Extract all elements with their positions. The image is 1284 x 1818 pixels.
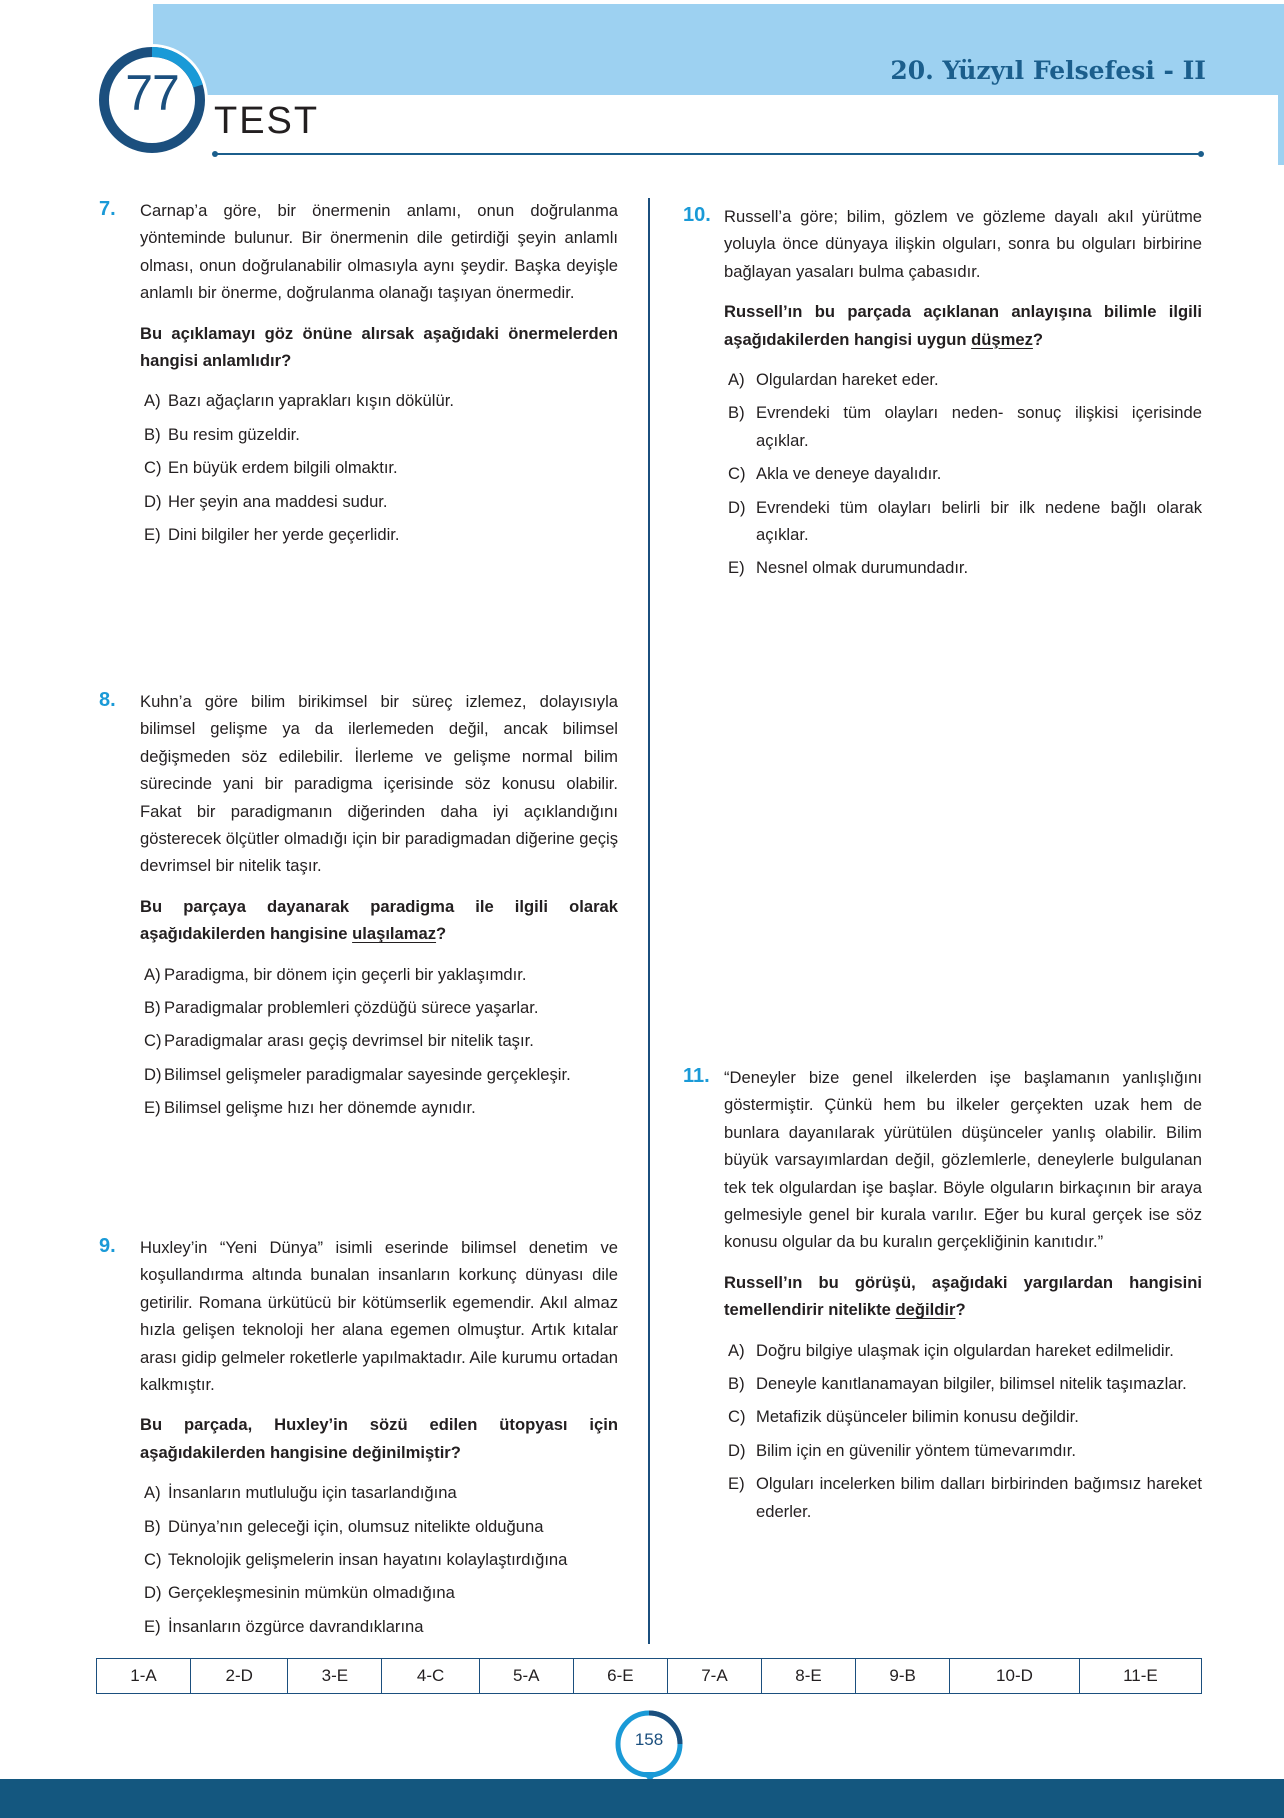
answer-key-row <box>97 1659 1202 1694</box>
option-e[interactable]: E) İnsanların özgürce davrandıklarına <box>144 1616 424 1636</box>
question-text: Huxley’in “Yeni Dünya” isimli eserinde bilimsel denetim ve koşullandırma altında bunalan insanların korkunç dünyası dile getirilir. Romana ürkütücü bir kötümserlik egemendir. Akıl almaz hızla gelişen teknoloji her alana egemen olmuştur. Artık kıtalar arası gidip gelmeler roketlerle yapılmaktadır. Aile kurumu ortadan kalkmıştır. <box>140 1238 618 1395</box>
option-e[interactable]: E) Nesnel olmak durumundadır. <box>728 558 969 578</box>
answer-key-cell: 4-C <box>382 1659 479 1694</box>
option-d[interactable]: D) Gerçekleşmesinin mümkün olmadığına <box>144 1583 455 1603</box>
option-d[interactable]: D) Her şeyin ana maddesi sudur. <box>144 491 388 511</box>
question-10 <box>724 203 1202 588</box>
test-number-badge <box>96 44 208 156</box>
option-a[interactable]: A) Olgulardan hareket eder. <box>728 370 939 390</box>
question-stem: Russell’ın bu parçada açıklanan anlayışına bilimle ilgili aşağıdakilerden hangisi uygun düşmez? <box>724 302 1202 349</box>
question-stem: Russell’ın bu görüşü, aşağıdaki yargılardan hangisini temellendirir nitelikte değildir? <box>724 1272 1202 1320</box>
options-list <box>724 1337 1202 1525</box>
question-text: Carnap’a göre, bir önermenin anlamı, onun doğrulanma yönteminde bulunur. Bir önermenin dile getirdiği şeyin anlamlı olması, onun doğrulanabilir olmasıyla aynı şeydir. Başka deyişle anlamlı bir önerme, doğrulanma olanağı taşıyan önermedir. <box>140 201 618 303</box>
question-number: 11. <box>683 1065 710 1087</box>
answer-key-table <box>96 1658 1202 1694</box>
header-rule <box>214 153 1202 155</box>
answer-key-cell: 2-D <box>191 1659 288 1694</box>
answer-key-cell: 11-E <box>1079 1659 1201 1694</box>
option-b[interactable]: B) Paradigmalar problemleri çözdüğü sürece yaşarlar. <box>144 998 539 1018</box>
answer-key-cell: 8-E <box>761 1659 855 1694</box>
options-list <box>140 961 618 1122</box>
question-number: 9. <box>99 1235 116 1257</box>
footer-bar <box>0 1779 1284 1818</box>
question-number: 8. <box>99 689 116 711</box>
question-7 <box>140 197 618 554</box>
option-c[interactable]: C) Paradigmalar arası geçiş devrimsel bir nitelik taşır. <box>144 1031 534 1051</box>
option-e[interactable]: E) Bilimsel gelişme hızı her dönemde aynıdır. <box>144 1098 476 1118</box>
question-stem: Bu parçaya dayanarak paradigma ile ilgili olarak aşağıdakilerden hangisine ulaşılamaz? <box>140 896 618 944</box>
option-b[interactable]: B) Bu resim güzeldir. <box>144 424 300 444</box>
question-9 <box>140 1234 618 1646</box>
option-a[interactable]: A) Doğru bilgiye ulaşmak için olgulardan hareket edilmelidir. <box>728 1340 1174 1360</box>
answer-key-cell: 3-E <box>288 1659 382 1694</box>
question-number: 7. <box>99 198 116 220</box>
question-text: “Deneyler bize genel ilkelerden işe başlamanın yanlışlığını göstermiştir. Çünkü hem bu ilkeler gerçekten uzak hem de bunlara dayanılarak yürütülen düşünceler yanlış olabilir. Bilim büyük varsayımlardan değil, gözlemlerle, deneylerle bulgulanan tek tek olgulardan işe başlar. Böyle olguların birkaçının bir araya gelmesiyle genel bir kurala varılır. Eğer bu kural gerçek ise söz konusu olgular da bu kuralın gerçekliğinin kanıtıdır.” <box>724 1068 1202 1252</box>
options-list <box>140 1479 618 1640</box>
answer-key-cell: 7-A <box>667 1659 761 1694</box>
option-a[interactable]: A) İnsanların mutluluğu için tasarlandığına <box>144 1483 457 1503</box>
answer-key-cell: 9-B <box>856 1659 950 1694</box>
option-c[interactable]: C) Akla ve deneye dayalıdır. <box>728 464 942 484</box>
option-d[interactable]: D) Bilimsel gelişmeler paradigmalar sayesinde gerçekleşir. <box>144 1064 571 1084</box>
question-stem: Bu parçada, Huxley’in sözü edilen ütopyası için aşağıdakilerden hangisine değinilmiştir? <box>140 1415 618 1462</box>
option-c[interactable]: C) En büyük erdem bilgili olmaktır. <box>144 458 398 478</box>
option-c[interactable]: C) Teknolojik gelişmelerin insan hayatını kolaylaştırdığına <box>144 1550 568 1570</box>
answer-key-cell: 6-E <box>573 1659 667 1694</box>
option-d[interactable]: D) Evrendeki tüm olayları belirli bir ilk nedene bağlı olarak açıklar. <box>728 497 1202 545</box>
answer-key-cell: 10-D <box>950 1659 1080 1694</box>
option-b[interactable]: B) Deneyle kanıtlanamayan bilgiler, bilimsel nitelik taşımazlar. <box>728 1374 1187 1394</box>
question-text: Kuhn’a göre bilim birikimsel bir süreç izlemez, dolayısıyla bilimsel gelişme ya da ilerlemeden değil, ancak bilimsel değişmeden söz edilebilir. İlerleme ve gelişme normal bilim sürecinde yani bir paradigma içerisinde söz konusu olabilir. Fakat bir paradigmanın diğerinden daha iyi açıklandığını gösterecek ölçütler olmadığı için bir paradigmadan diğerine geçiş devrimsel bir nitelik taşır. <box>140 692 618 876</box>
option-e[interactable]: E) Dini bilgiler her yerde geçerlidir. <box>144 525 400 545</box>
answer-key-cell: 1-A <box>97 1659 191 1694</box>
page-number: 158 <box>634 1730 664 1749</box>
option-c[interactable]: C) Metafizik düşünceler bilimin konusu değildir. <box>728 1407 1079 1427</box>
options-list <box>724 366 1202 582</box>
question-11 <box>724 1064 1202 1531</box>
question-text: Russell’a göre; bilim, gözlem ve gözleme dayalı akıl yürütme yoluyla önce dünyaya ilişkin olguları, sonra bu olguları birbirine bağlayan yasaları bulma çabasıdır. <box>724 207 1202 281</box>
header-side-strip <box>1278 95 1284 165</box>
page-title: 20. Yüzyıl Felsefesi - II <box>890 56 1206 85</box>
answer-key-cell: 5-A <box>479 1659 573 1694</box>
page-number-badge <box>613 1708 685 1780</box>
option-b[interactable]: B) Evrendeki tüm olayları neden- sonuç ilişkisi içerisinde açıklar. <box>728 403 1202 450</box>
test-number: 77 <box>125 65 179 121</box>
option-a[interactable]: A) Paradigma, bir dönem için geçerli bir yaklaşımdır. <box>144 964 527 984</box>
question-stem: Bu açıklamayı göz önüne alırsak aşağıdaki önermelerden hangisi anlamlıdır? <box>140 323 618 371</box>
option-d[interactable]: D) Bilim için en güvenilir yöntem tümevarımdır. <box>728 1440 1077 1460</box>
option-b[interactable]: B) Dünya’nın geleceği için, olumsuz nitelikte olduğuna <box>144 1516 544 1536</box>
question-8 <box>140 688 618 1128</box>
option-e[interactable]: E) Olguları incelerken bilim dalları birbirinden bağımsız hareket ederler. <box>728 1474 1202 1521</box>
options-list <box>140 387 618 548</box>
column-divider <box>648 198 650 1644</box>
question-number: 10. <box>683 204 711 226</box>
test-label: TEST <box>214 100 320 142</box>
option-a[interactable]: A) Bazı ağaçların yaprakları kışın dökülür. <box>144 391 454 411</box>
